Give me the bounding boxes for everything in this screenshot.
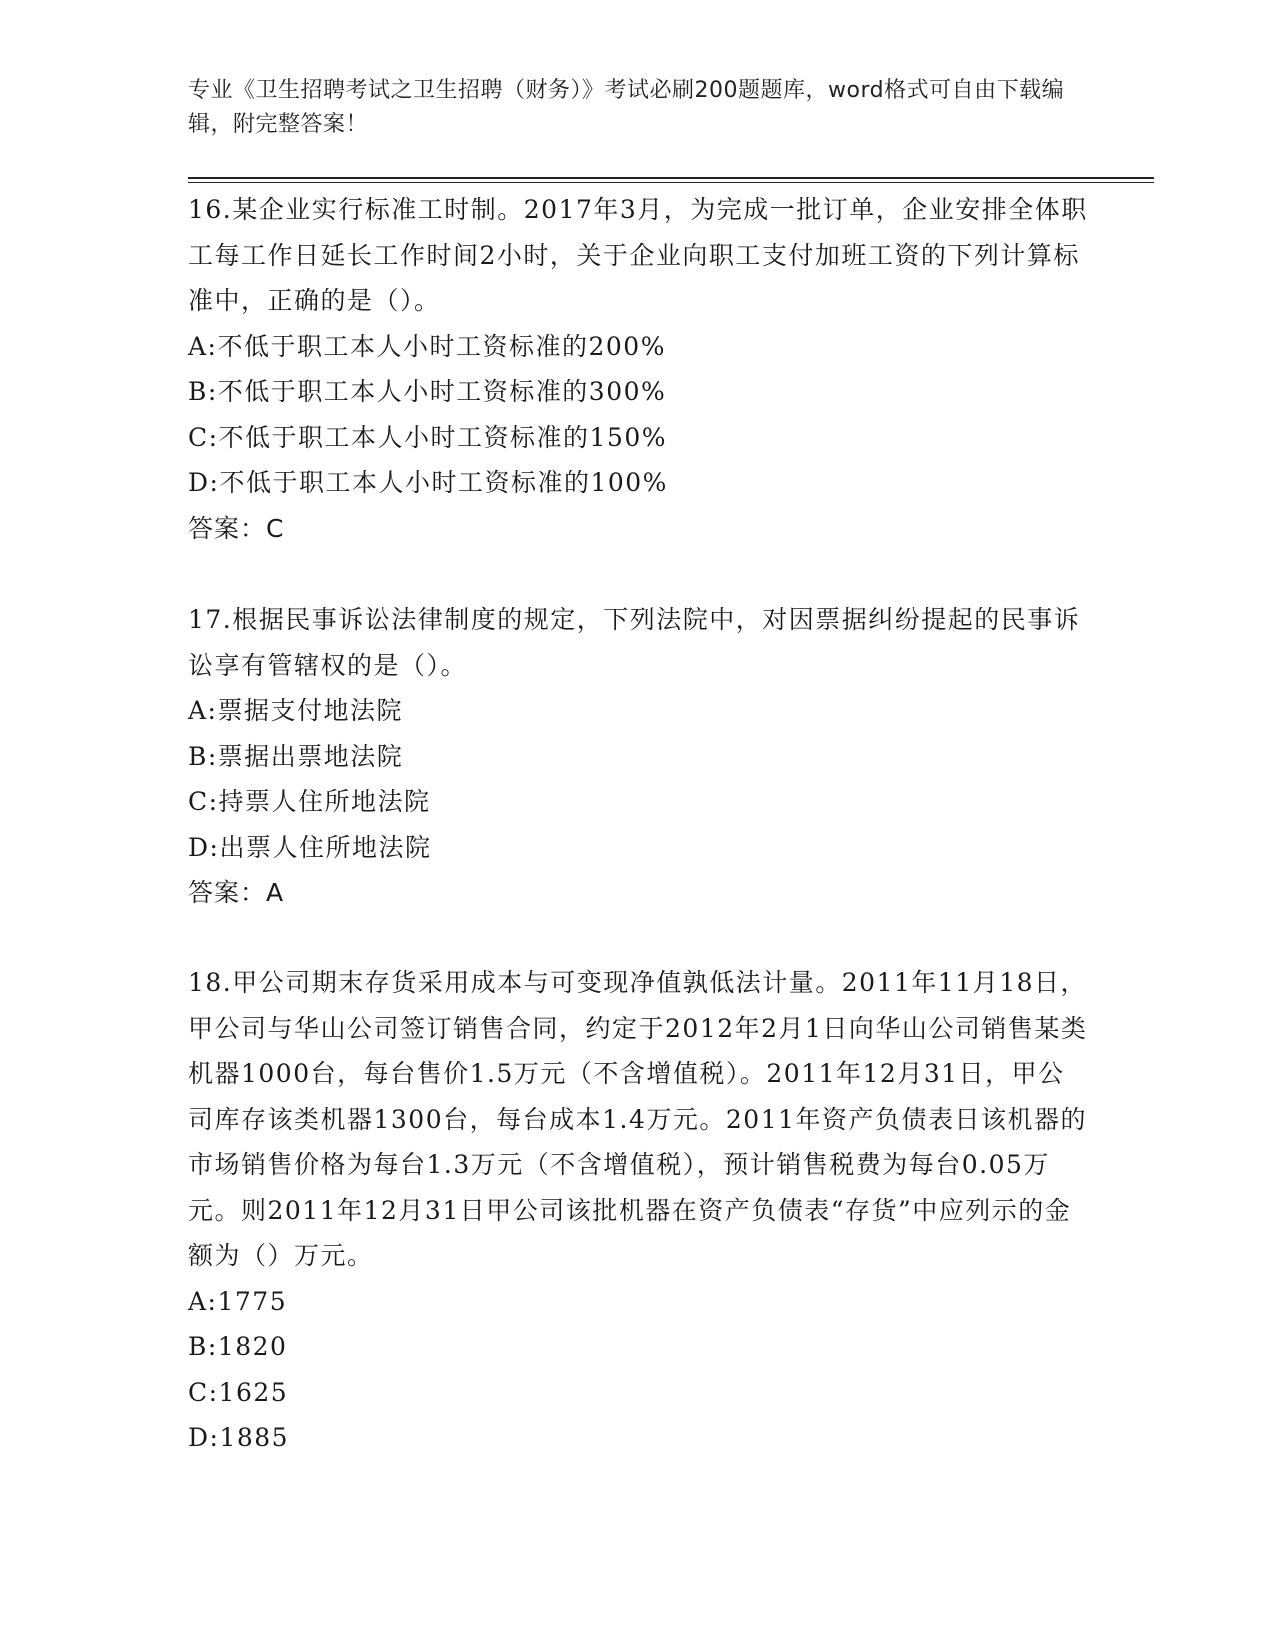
option-c: C:1625 [188, 1377, 289, 1407]
question-16 [188, 187, 1088, 551]
question-stem: 18.甲公司期末存货采用成本与可变现净值孰低法计量。2011年11月18日，甲公司与华山公司签订销售合同，约定于2012年2月1日向华山公司销售某类机器1000台，每台售价1.5万元（不含增值税）。2011年12月31日，甲公司库存该类机器1300台，每台成本1.4万元。2011年资产负债表日该机器的市场销售价格为每台1.3万元（不含增值税），预计销售税费为每台0.05万元。则2011年12月31日甲公司该批机器在资产负债表“存货”中应列示的金额为（）万元。 [188, 968, 1088, 1270]
option-a: A:不低于职工本人小时工资标准的200% [188, 331, 666, 361]
header-divider-thick [188, 177, 1154, 179]
answer-line: 答案：C [188, 513, 285, 543]
option-d: D:1885 [188, 1423, 290, 1452]
option-d: D:不低于职工本人小时工资标准的100% [188, 468, 668, 497]
question-17 [188, 597, 1088, 916]
option-b: B:票据出票地法院 [188, 741, 404, 771]
option-c: C:不低于职工本人小时工资标准的150% [188, 422, 668, 452]
option-c: C:持票人住所地法院 [188, 787, 431, 816]
option-b: B:1820 [188, 1332, 288, 1361]
document-header: 专业《卫生招聘考试之卫生招聘（财务）》考试必刷200题题库，word格式可自由下载编辑，附完整答案！ [188, 78, 1065, 137]
option-a: A:票据支付地法院 [188, 696, 403, 725]
header-divider-thin [188, 182, 1154, 183]
option-d: D:出票人住所地法院 [188, 832, 432, 862]
option-b: B:不低于职工本人小时工资标准的300% [188, 377, 667, 406]
question-18 [188, 960, 1088, 1461]
question-stem: 16.某企业实行标准工时制。2017年3月，为完成一批订单，企业安排全体职工每工作日延长工作时间2小时，关于企业向职工支付加班工资的下列计算标准中，正确的是（）。 [188, 195, 1088, 315]
option-a: A:1775 [188, 1286, 288, 1316]
question-stem: 17.根据民事诉讼法律制度的规定，下列法院中，对因票据纠纷提起的民事诉讼享有管辖权的是（）。 [188, 605, 1081, 680]
answer-line: 答案：A [188, 878, 285, 907]
